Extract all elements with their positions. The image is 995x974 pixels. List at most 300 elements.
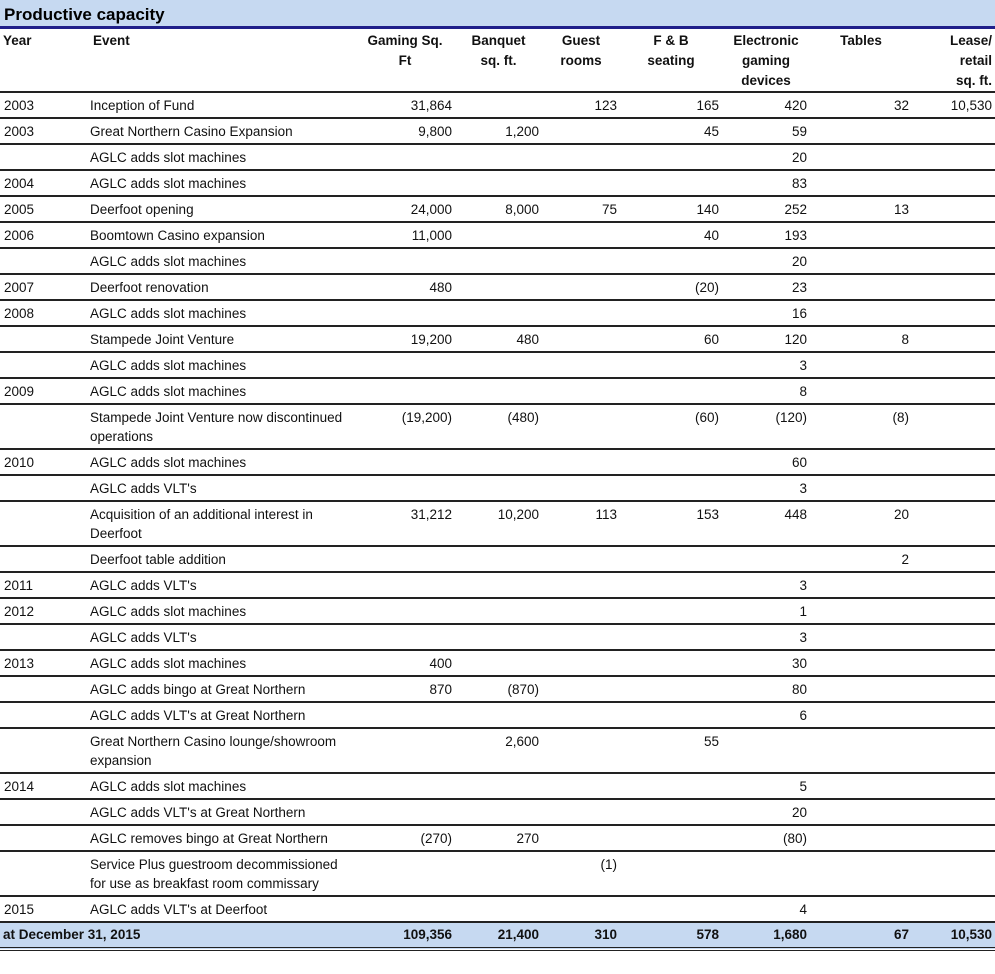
row-gaming-sq-ft	[355, 352, 455, 378]
row-year: 2008	[0, 300, 90, 326]
row-gaming-sq-ft	[355, 702, 455, 728]
row-lease-retail-sq-ft	[912, 676, 995, 702]
row-electronic-gaming-devices	[722, 851, 810, 896]
row-event: AGLC adds bingo at Great Northern	[90, 676, 355, 702]
table-row	[0, 598, 995, 624]
row-guest-rooms	[542, 300, 620, 326]
row-banquet-sq-ft	[455, 170, 542, 196]
row-event: AGLC adds VLT's at Great Northern	[90, 702, 355, 728]
row-event: Great Northern Casino lounge/showroom expansion	[90, 728, 355, 773]
row-year	[0, 799, 90, 825]
table-row	[0, 300, 995, 326]
row-gaming-sq-ft: 19,200	[355, 326, 455, 352]
row-tables	[810, 449, 912, 475]
total-fb-seating: 578	[620, 922, 722, 949]
row-lease-retail-sq-ft	[912, 378, 995, 404]
row-year: 2005	[0, 196, 90, 222]
table-row	[0, 728, 995, 773]
row-electronic-gaming-devices: 8	[722, 378, 810, 404]
row-lease-retail-sq-ft	[912, 702, 995, 728]
row-gaming-sq-ft: (270)	[355, 825, 455, 851]
row-gaming-sq-ft	[355, 773, 455, 799]
row-guest-rooms	[542, 825, 620, 851]
row-guest-rooms	[542, 799, 620, 825]
row-event: AGLC adds slot machines	[90, 300, 355, 326]
table-row	[0, 650, 995, 676]
row-fb-seating	[620, 799, 722, 825]
table-row	[0, 449, 995, 475]
row-banquet-sq-ft	[455, 92, 542, 118]
row-guest-rooms	[542, 449, 620, 475]
row-year: 2015	[0, 896, 90, 922]
row-tables	[810, 274, 912, 300]
table-row	[0, 378, 995, 404]
capacity-table	[0, 29, 995, 951]
row-banquet-sq-ft	[455, 222, 542, 248]
row-event: AGLC adds slot machines	[90, 773, 355, 799]
row-guest-rooms: 123	[542, 92, 620, 118]
row-gaming-sq-ft	[355, 728, 455, 773]
row-electronic-gaming-devices: 20	[722, 799, 810, 825]
row-banquet-sq-ft	[455, 650, 542, 676]
row-fb-seating	[620, 598, 722, 624]
row-guest-rooms	[542, 118, 620, 144]
table-row	[0, 702, 995, 728]
table-row	[0, 825, 995, 851]
row-fb-seating	[620, 449, 722, 475]
row-event: AGLC adds slot machines	[90, 650, 355, 676]
row-fb-seating	[620, 624, 722, 650]
header-fb-seating: F & B seating	[620, 29, 722, 92]
section-title-bar	[0, 0, 995, 29]
row-fb-seating: 55	[620, 728, 722, 773]
table-row	[0, 144, 995, 170]
row-guest-rooms	[542, 676, 620, 702]
row-electronic-gaming-devices: 3	[722, 352, 810, 378]
total-tables: 67	[810, 922, 912, 949]
row-lease-retail-sq-ft	[912, 449, 995, 475]
row-year	[0, 676, 90, 702]
row-tables: (8)	[810, 404, 912, 449]
row-banquet-sq-ft: 480	[455, 326, 542, 352]
row-event: Great Northern Casino Expansion	[90, 118, 355, 144]
row-guest-rooms	[542, 404, 620, 449]
row-gaming-sq-ft	[355, 799, 455, 825]
row-fb-seating	[620, 896, 722, 922]
table-row	[0, 572, 995, 598]
row-gaming-sq-ft	[355, 378, 455, 404]
row-lease-retail-sq-ft	[912, 118, 995, 144]
row-year: 2011	[0, 572, 90, 598]
row-tables	[810, 118, 912, 144]
row-lease-retail-sq-ft: 10,530	[912, 92, 995, 118]
row-event: AGLC adds VLT's at Great Northern	[90, 799, 355, 825]
row-banquet-sq-ft	[455, 702, 542, 728]
row-gaming-sq-ft	[355, 546, 455, 572]
table-row	[0, 196, 995, 222]
row-event: Stampede Joint Venture	[90, 326, 355, 352]
row-banquet-sq-ft	[455, 773, 542, 799]
row-tables: 32	[810, 92, 912, 118]
row-guest-rooms	[542, 352, 620, 378]
row-guest-rooms	[542, 326, 620, 352]
row-event: Deerfoot opening	[90, 196, 355, 222]
row-banquet-sq-ft	[455, 352, 542, 378]
row-event: AGLC adds slot machines	[90, 598, 355, 624]
row-fb-seating: 60	[620, 326, 722, 352]
header-row	[0, 29, 995, 92]
row-electronic-gaming-devices: 448	[722, 501, 810, 546]
row-gaming-sq-ft: 400	[355, 650, 455, 676]
row-year: 2010	[0, 449, 90, 475]
row-gaming-sq-ft	[355, 624, 455, 650]
row-electronic-gaming-devices	[722, 728, 810, 773]
row-lease-retail-sq-ft	[912, 300, 995, 326]
row-lease-retail-sq-ft	[912, 851, 995, 896]
row-lease-retail-sq-ft	[912, 326, 995, 352]
row-gaming-sq-ft	[355, 449, 455, 475]
row-fb-seating: 165	[620, 92, 722, 118]
row-guest-rooms	[542, 475, 620, 501]
row-tables	[810, 851, 912, 896]
row-banquet-sq-ft: 10,200	[455, 501, 542, 546]
row-guest-rooms	[542, 896, 620, 922]
row-electronic-gaming-devices: 60	[722, 449, 810, 475]
row-electronic-gaming-devices: 3	[722, 475, 810, 501]
row-gaming-sq-ft: 11,000	[355, 222, 455, 248]
row-fb-seating	[620, 702, 722, 728]
row-lease-retail-sq-ft	[912, 572, 995, 598]
row-tables	[810, 475, 912, 501]
row-electronic-gaming-devices: 30	[722, 650, 810, 676]
row-banquet-sq-ft	[455, 449, 542, 475]
row-year: 2003	[0, 92, 90, 118]
row-tables	[810, 598, 912, 624]
row-year	[0, 475, 90, 501]
row-year: 2013	[0, 650, 90, 676]
row-year	[0, 825, 90, 851]
row-electronic-gaming-devices: 120	[722, 326, 810, 352]
row-fb-seating	[620, 170, 722, 196]
row-electronic-gaming-devices: 23	[722, 274, 810, 300]
row-event: AGLC adds slot machines	[90, 352, 355, 378]
section-title: Productive capacity	[4, 5, 165, 24]
row-electronic-gaming-devices: 420	[722, 92, 810, 118]
row-gaming-sq-ft	[355, 896, 455, 922]
row-lease-retail-sq-ft	[912, 144, 995, 170]
row-guest-rooms	[542, 222, 620, 248]
row-year: 2014	[0, 773, 90, 799]
row-year	[0, 326, 90, 352]
row-banquet-sq-ft: (870)	[455, 676, 542, 702]
row-year: 2009	[0, 378, 90, 404]
row-event: AGLC adds slot machines	[90, 170, 355, 196]
row-gaming-sq-ft	[355, 572, 455, 598]
row-tables: 8	[810, 326, 912, 352]
row-tables	[810, 170, 912, 196]
row-fb-seating	[620, 773, 722, 799]
row-banquet-sq-ft: 270	[455, 825, 542, 851]
table-row	[0, 92, 995, 118]
row-tables	[810, 825, 912, 851]
row-banquet-sq-ft	[455, 144, 542, 170]
row-year	[0, 546, 90, 572]
row-banquet-sq-ft	[455, 274, 542, 300]
row-fb-seating	[620, 352, 722, 378]
row-event: AGLC adds VLT's	[90, 572, 355, 598]
row-lease-retail-sq-ft	[912, 799, 995, 825]
table-row	[0, 248, 995, 274]
row-electronic-gaming-devices: 3	[722, 624, 810, 650]
row-fb-seating	[620, 851, 722, 896]
row-fb-seating	[620, 475, 722, 501]
row-electronic-gaming-devices: 193	[722, 222, 810, 248]
table-row	[0, 546, 995, 572]
row-lease-retail-sq-ft	[912, 546, 995, 572]
row-lease-retail-sq-ft	[912, 222, 995, 248]
header-guest-rooms: Guest rooms	[542, 29, 620, 92]
row-guest-rooms	[542, 144, 620, 170]
row-lease-retail-sq-ft	[912, 248, 995, 274]
row-tables	[810, 728, 912, 773]
row-guest-rooms	[542, 546, 620, 572]
row-gaming-sq-ft: (19,200)	[355, 404, 455, 449]
row-year	[0, 501, 90, 546]
row-lease-retail-sq-ft	[912, 274, 995, 300]
row-banquet-sq-ft: 8,000	[455, 196, 542, 222]
header-electronic-gaming-devices: Electronic gaming devices	[722, 29, 810, 92]
row-year	[0, 248, 90, 274]
row-guest-rooms	[542, 650, 620, 676]
row-fb-seating	[620, 378, 722, 404]
row-fb-seating	[620, 248, 722, 274]
row-gaming-sq-ft: 31,212	[355, 501, 455, 546]
row-tables	[810, 248, 912, 274]
table-row	[0, 676, 995, 702]
row-gaming-sq-ft	[355, 248, 455, 274]
table-row	[0, 222, 995, 248]
row-year: 2003	[0, 118, 90, 144]
row-lease-retail-sq-ft	[912, 475, 995, 501]
row-electronic-gaming-devices: 20	[722, 144, 810, 170]
row-fb-seating	[620, 144, 722, 170]
row-year: 2007	[0, 274, 90, 300]
total-guest-rooms: 310	[542, 922, 620, 949]
row-lease-retail-sq-ft	[912, 598, 995, 624]
row-year	[0, 702, 90, 728]
total-lease-retail-sq-ft: 10,530	[912, 922, 995, 949]
row-lease-retail-sq-ft	[912, 170, 995, 196]
row-banquet-sq-ft: 2,600	[455, 728, 542, 773]
row-banquet-sq-ft	[455, 572, 542, 598]
row-gaming-sq-ft: 9,800	[355, 118, 455, 144]
row-electronic-gaming-devices: 4	[722, 896, 810, 922]
row-tables	[810, 676, 912, 702]
row-fb-seating: 45	[620, 118, 722, 144]
row-gaming-sq-ft	[355, 300, 455, 326]
row-electronic-gaming-devices: 252	[722, 196, 810, 222]
row-electronic-gaming-devices	[722, 546, 810, 572]
row-tables: 20	[810, 501, 912, 546]
row-year	[0, 404, 90, 449]
row-banquet-sq-ft	[455, 799, 542, 825]
table-row	[0, 896, 995, 922]
row-electronic-gaming-devices: 3	[722, 572, 810, 598]
row-year	[0, 144, 90, 170]
row-lease-retail-sq-ft	[912, 501, 995, 546]
row-event: Inception of Fund	[90, 92, 355, 118]
row-gaming-sq-ft: 870	[355, 676, 455, 702]
row-tables	[810, 773, 912, 799]
table-row	[0, 773, 995, 799]
total-electronic-gaming-devices: 1,680	[722, 922, 810, 949]
row-event: AGLC adds VLT's	[90, 624, 355, 650]
row-tables	[810, 799, 912, 825]
row-event: AGLC removes bingo at Great Northern	[90, 825, 355, 851]
row-gaming-sq-ft	[355, 598, 455, 624]
table-row	[0, 851, 995, 896]
row-lease-retail-sq-ft	[912, 624, 995, 650]
row-event: AGLC adds slot machines	[90, 144, 355, 170]
row-event: AGLC adds slot machines	[90, 248, 355, 274]
row-lease-retail-sq-ft	[912, 773, 995, 799]
row-tables	[810, 896, 912, 922]
row-electronic-gaming-devices: 20	[722, 248, 810, 274]
row-electronic-gaming-devices: (80)	[722, 825, 810, 851]
table-row	[0, 475, 995, 501]
row-fb-seating	[620, 676, 722, 702]
row-tables	[810, 624, 912, 650]
header-lease-retail-sq-ft: Lease/ retail sq. ft.	[912, 29, 995, 92]
row-event: Acquisition of an additional interest in Deerfoot	[90, 501, 355, 546]
row-event: Deerfoot renovation	[90, 274, 355, 300]
row-electronic-gaming-devices: 16	[722, 300, 810, 326]
row-event: Deerfoot table addition	[90, 546, 355, 572]
total-gaming-sq-ft: 109,356	[355, 922, 455, 949]
row-lease-retail-sq-ft	[912, 196, 995, 222]
row-electronic-gaming-devices: 59	[722, 118, 810, 144]
row-guest-rooms: 75	[542, 196, 620, 222]
row-banquet-sq-ft	[455, 300, 542, 326]
row-tables	[810, 702, 912, 728]
total-banquet-sq-ft: 21,400	[455, 922, 542, 949]
row-gaming-sq-ft	[355, 170, 455, 196]
row-tables	[810, 572, 912, 598]
row-fb-seating	[620, 572, 722, 598]
row-event: AGLC adds VLT's	[90, 475, 355, 501]
row-guest-rooms	[542, 274, 620, 300]
row-banquet-sq-ft	[455, 546, 542, 572]
capacity-table-body	[0, 92, 995, 922]
row-banquet-sq-ft	[455, 851, 542, 896]
row-event: Boomtown Casino expansion	[90, 222, 355, 248]
row-banquet-sq-ft	[455, 598, 542, 624]
row-tables	[810, 352, 912, 378]
row-lease-retail-sq-ft	[912, 650, 995, 676]
row-event: Stampede Joint Venture now discontinued operations	[90, 404, 355, 449]
row-event: AGLC adds VLT's at Deerfoot	[90, 896, 355, 922]
row-tables	[810, 222, 912, 248]
row-guest-rooms	[542, 378, 620, 404]
row-guest-rooms: 113	[542, 501, 620, 546]
row-gaming-sq-ft	[355, 475, 455, 501]
row-electronic-gaming-devices: 5	[722, 773, 810, 799]
table-row	[0, 624, 995, 650]
row-event: Service Plus guestroom decommissioned for use as breakfast room commissary	[90, 851, 355, 896]
row-lease-retail-sq-ft	[912, 404, 995, 449]
row-fb-seating: (60)	[620, 404, 722, 449]
row-banquet-sq-ft: 1,200	[455, 118, 542, 144]
row-guest-rooms	[542, 248, 620, 274]
row-guest-rooms	[542, 702, 620, 728]
row-guest-rooms	[542, 728, 620, 773]
header-year: Year	[0, 29, 90, 92]
row-gaming-sq-ft: 480	[355, 274, 455, 300]
row-banquet-sq-ft	[455, 248, 542, 274]
table-row	[0, 274, 995, 300]
header-gaming-sq-ft: Gaming Sq. Ft	[355, 29, 455, 92]
row-guest-rooms	[542, 598, 620, 624]
row-tables	[810, 144, 912, 170]
row-year: 2004	[0, 170, 90, 196]
row-banquet-sq-ft: (480)	[455, 404, 542, 449]
row-gaming-sq-ft	[355, 144, 455, 170]
row-lease-retail-sq-ft	[912, 728, 995, 773]
row-fb-seating	[620, 546, 722, 572]
row-guest-rooms	[542, 572, 620, 598]
row-tables	[810, 300, 912, 326]
header-banquet-sq-ft: Banquet sq. ft.	[455, 29, 542, 92]
row-electronic-gaming-devices: 83	[722, 170, 810, 196]
table-row	[0, 326, 995, 352]
row-banquet-sq-ft	[455, 378, 542, 404]
row-electronic-gaming-devices: (120)	[722, 404, 810, 449]
row-fb-seating: (20)	[620, 274, 722, 300]
row-fb-seating: 153	[620, 501, 722, 546]
row-lease-retail-sq-ft	[912, 352, 995, 378]
row-gaming-sq-ft	[355, 851, 455, 896]
total-label: at December 31, 2015	[0, 922, 355, 949]
row-banquet-sq-ft	[455, 896, 542, 922]
row-tables: 13	[810, 196, 912, 222]
row-fb-seating: 140	[620, 196, 722, 222]
table-row	[0, 118, 995, 144]
header-tables: Tables	[810, 29, 912, 92]
table-row	[0, 404, 995, 449]
table-row	[0, 799, 995, 825]
row-year	[0, 352, 90, 378]
row-electronic-gaming-devices: 6	[722, 702, 810, 728]
row-banquet-sq-ft	[455, 624, 542, 650]
row-year	[0, 624, 90, 650]
row-tables	[810, 378, 912, 404]
row-guest-rooms	[542, 624, 620, 650]
row-banquet-sq-ft	[455, 475, 542, 501]
row-lease-retail-sq-ft	[912, 896, 995, 922]
row-year: 2006	[0, 222, 90, 248]
row-year	[0, 851, 90, 896]
row-tables: 2	[810, 546, 912, 572]
row-year: 2012	[0, 598, 90, 624]
row-guest-rooms	[542, 170, 620, 196]
row-guest-rooms: (1)	[542, 851, 620, 896]
row-guest-rooms	[542, 773, 620, 799]
row-event: AGLC adds slot machines	[90, 449, 355, 475]
row-electronic-gaming-devices: 1	[722, 598, 810, 624]
row-gaming-sq-ft: 31,864	[355, 92, 455, 118]
row-tables	[810, 650, 912, 676]
header-event: Event	[90, 29, 355, 92]
